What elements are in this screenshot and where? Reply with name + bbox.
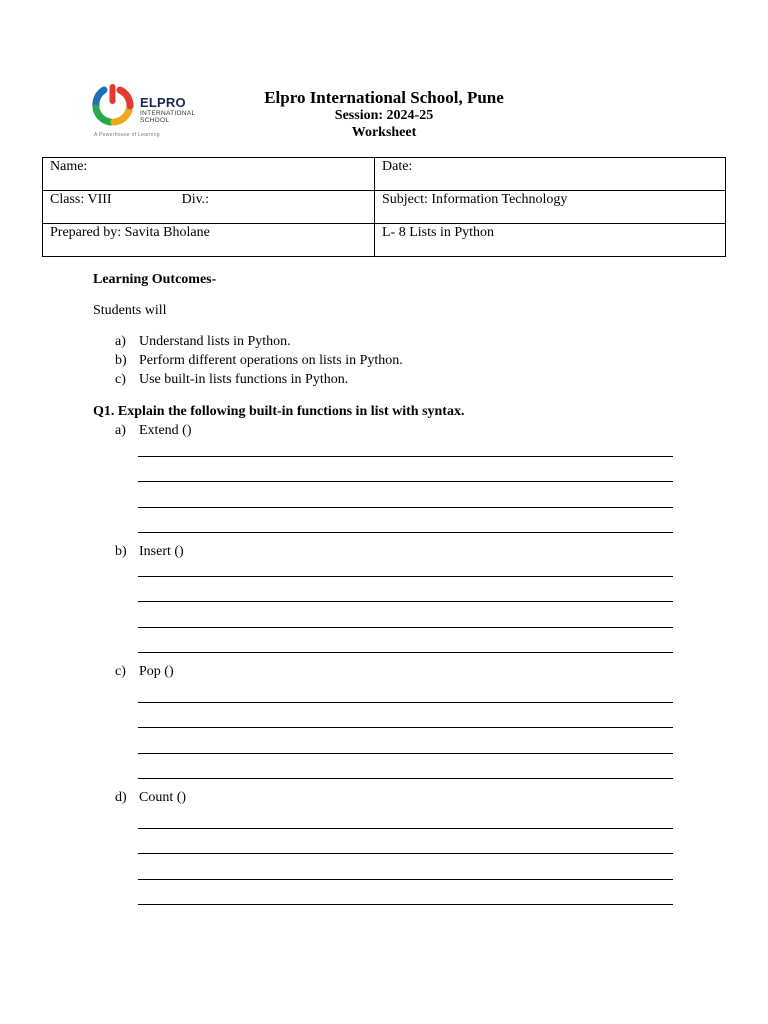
list-item xyxy=(115,334,291,350)
list-item xyxy=(115,372,348,388)
answer-line[interactable] xyxy=(138,702,673,703)
question-part-pop xyxy=(115,664,174,680)
question-part-extend xyxy=(115,423,191,439)
part-label: Extend () xyxy=(139,423,192,438)
date-label: Date: xyxy=(382,159,413,174)
logo-name: ELPRO xyxy=(140,95,186,110)
session-label: Session: 2024-25 xyxy=(334,108,434,123)
subject-cell xyxy=(375,191,726,224)
list-item-text: Perform different operations on lists in Python. xyxy=(139,353,403,368)
subject-label: Subject: Information Technology xyxy=(382,192,568,207)
class-label: Class: VIII xyxy=(50,192,112,207)
list-marker: a) xyxy=(115,334,126,349)
div-label: Div.: xyxy=(181,192,210,207)
list-marker: b) xyxy=(115,353,127,368)
school-name: Elpro International School, Pune xyxy=(264,88,504,107)
list-marker: c) xyxy=(115,372,126,387)
answer-line[interactable] xyxy=(138,753,673,754)
table-row xyxy=(43,191,726,224)
answer-line[interactable] xyxy=(138,652,673,653)
learning-outcomes-heading: Learning Outcomes- xyxy=(93,272,217,287)
name-label: Name: xyxy=(50,159,88,174)
part-label: Pop () xyxy=(139,664,174,679)
table-row xyxy=(43,224,726,257)
question-1-text: Q1. Explain the following built-in functions in list with syntax. xyxy=(93,404,465,419)
list-item-text: Understand lists in Python. xyxy=(139,334,291,349)
worksheet-title: Worksheet xyxy=(351,125,417,140)
lesson-cell xyxy=(375,224,726,257)
answer-line[interactable] xyxy=(138,456,673,457)
prepared-by-cell xyxy=(43,224,375,257)
logo-subtitle: INTERNATIONAL SCHOOL xyxy=(140,110,196,124)
answer-line[interactable] xyxy=(138,532,673,533)
list-item xyxy=(115,353,403,369)
answer-line[interactable] xyxy=(138,727,673,728)
answer-line[interactable] xyxy=(138,904,673,905)
answer-line[interactable] xyxy=(138,601,673,602)
answer-line[interactable] xyxy=(138,778,673,779)
part-label: Count () xyxy=(139,790,187,805)
list-marker: c) xyxy=(115,664,126,679)
answer-line[interactable] xyxy=(138,879,673,880)
list-marker: a) xyxy=(115,423,126,438)
answer-line[interactable] xyxy=(138,507,673,508)
class-cell xyxy=(43,191,375,224)
answer-line[interactable] xyxy=(138,481,673,482)
outcomes-intro: Students will xyxy=(93,303,167,318)
table-row xyxy=(43,158,726,191)
part-label: Insert () xyxy=(139,544,184,559)
list-item-text: Use built-in lists functions in Python. xyxy=(139,372,349,387)
list-marker: d) xyxy=(115,790,127,805)
answer-line[interactable] xyxy=(138,853,673,854)
question-part-count xyxy=(115,790,186,806)
student-info-table xyxy=(42,157,726,257)
answer-line[interactable] xyxy=(138,828,673,829)
list-marker: b) xyxy=(115,544,127,559)
answer-line[interactable] xyxy=(138,576,673,577)
date-cell[interactable] xyxy=(375,158,726,191)
answer-line[interactable] xyxy=(138,627,673,628)
prepared-by-label: Prepared by: Savita Bholane xyxy=(50,225,210,240)
logo-tagline: A Powerhouse of Learning xyxy=(94,132,160,138)
question-part-insert xyxy=(115,544,184,560)
name-cell[interactable] xyxy=(43,158,375,191)
lesson-label: L- 8 Lists in Python xyxy=(382,225,495,240)
